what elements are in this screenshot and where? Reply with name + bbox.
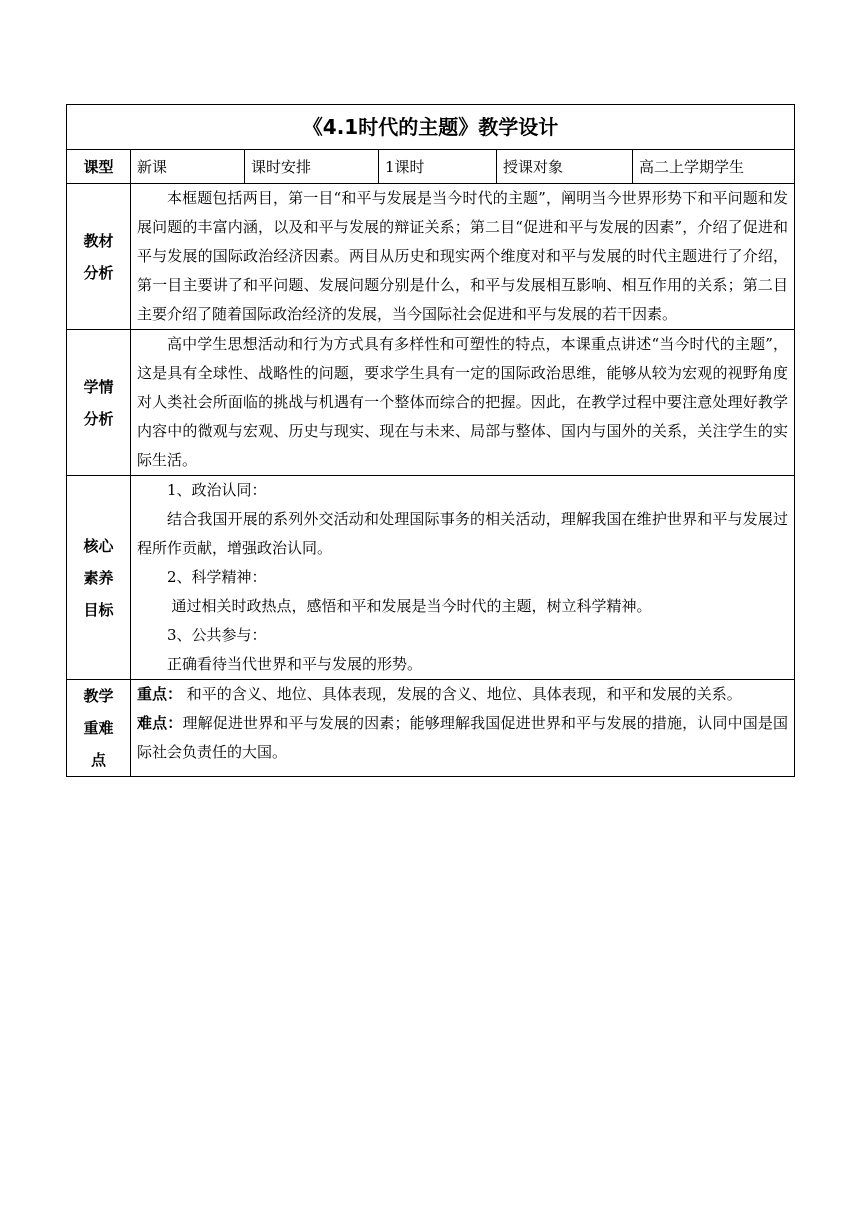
core-goals-label-line1: 核心: [83, 536, 114, 555]
student-analysis-row: [67, 330, 795, 476]
core-goals-label-line3: 目标: [83, 600, 114, 619]
textbook-analysis-content: [131, 184, 795, 330]
key-point-label: 重点：: [137, 685, 183, 703]
student-analysis-label: [67, 330, 131, 476]
student-analysis-label-line2: 分析: [83, 409, 114, 428]
textbook-analysis-label-line2: 分析: [83, 263, 114, 282]
student-analysis-content: [131, 330, 795, 476]
key-points-content: [131, 680, 795, 777]
key-points-label: [67, 680, 131, 777]
difficult-point-paragraph: [137, 709, 788, 767]
lesson-plan-table: [66, 104, 795, 777]
textbook-analysis-label-line1: 教材: [83, 231, 114, 250]
goal-2-title: 2、科学精神：: [167, 568, 267, 586]
difficult-point-text: 理解促进世界和平与发展的因素；能够理解我国促进世界和平与发展的措施，认同中国是国际社会负责任的大国。: [137, 714, 789, 761]
student-analysis-text: 高中学生思想活动和行为方式具有多样性和可塑性的特点，本课重点讲述“当今时代的主题”，这是具有全球性、战略性的问题，要求学生具有一定的国际政治思维，能够从较为宏观的视野角度对人类社会所面临的挑战与机遇有一个整体而综合的把握。因此，在教学过程中要注意处理好教学内容中的微观与宏观、历史与现实、现在与未来、局部与整体、国内与国外的关系，关注学生的实际生活。: [137, 335, 789, 469]
goal-3-title: 3、公共参与：: [167, 626, 267, 644]
difficult-point-label: 难点：: [137, 714, 183, 732]
schedule-value: 1课时: [379, 150, 497, 184]
goal-3-text: 正确看待当代世界和平与发展的形势。: [167, 655, 423, 673]
goal-1-title: 1、政治认同：: [167, 481, 267, 499]
key-points-label-line3: 点: [90, 751, 106, 769]
key-points-label-line1: 教学: [83, 687, 114, 705]
key-points-label-line2: 重难: [83, 719, 114, 737]
textbook-analysis-row: [67, 184, 795, 330]
goal-1-text: 结合我国开展的系列外交活动和处理国际事务的相关活动，理解我国在维护世界和平与发展过程所作贡献，增强政治认同。: [137, 510, 789, 557]
student-analysis-label-line1: 学情: [83, 377, 114, 396]
course-type-value: 新课: [131, 150, 245, 184]
textbook-analysis-label: [67, 184, 131, 330]
core-goals-label: [67, 476, 131, 680]
key-point-paragraph: [137, 680, 788, 709]
core-goals-content: [131, 476, 795, 680]
core-goals-row: [67, 476, 795, 680]
audience-value: 高二上学期学生: [633, 150, 795, 184]
meta-row: [67, 150, 795, 184]
course-type-label: 课型: [67, 150, 131, 184]
audience-label: 授课对象: [497, 150, 633, 184]
title-row: [67, 105, 795, 150]
textbook-analysis-text: 本框题包括两目，第一目“和平与发展是当今时代的主题”，阐明当今世界形势下和平问题和发展问题的丰富内涵，以及和平与发展的辩证关系；第二目“促进和平与发展的因素”，介绍了促进和平与发展的国际政治经济因素。两目从历史和现实两个维度对和平与发展的时代主题进行了介绍，第一目主要讲了和平问题、发展问题分别是什么，和平与发展相互影响、相互作用的关系；第二目主要介绍了随着国际政治经济的发展，当今国际社会促进和平与发展的若干因素。: [137, 189, 789, 323]
goal-2-text: 通过相关时政热点，感悟和平和发展是当今时代的主题，树立科学精神。: [171, 597, 652, 615]
schedule-label: 课时安排: [245, 150, 379, 184]
key-point-text: 和平的含义、地位、具体表现，发展的含义、地位、具体表现，和平和发展的关系。: [182, 685, 742, 703]
key-points-row: [67, 680, 795, 777]
document-title: 《4.1时代的主题》教学设计: [67, 105, 795, 150]
core-goals-label-line2: 素养: [83, 568, 114, 587]
